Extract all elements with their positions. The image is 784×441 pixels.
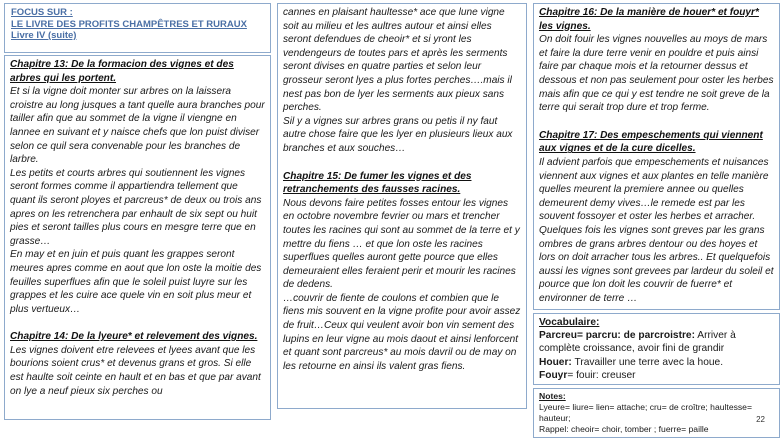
chapter-16-paragraph-1: On doit fouir les vignes nouvelles au moys de mars et faire la dure terre venir en pouldre et puis ainsi faire par chaque mois et la retourner dessus et dessous et non pas seulement pour oster les herbes mais afin que ce qui y est tendre ne soit greve de la terre qui serait trop dure et trop ferme.	[539, 34, 774, 114]
vocab-def-3: = fouir: creuser	[567, 369, 636, 381]
vocab-entry-1	[539, 329, 774, 355]
column-2-paragraph-1: cannes en plaisant haultesse* ace que lune vigne soit au milieu et les aultres autour et ainsi elles seront defendues de cheoir* et si yront les vendengeurs de toutes pars et après les serments seront divises en quatre parties et selon leur grosseur seront lyes a plus fortes perches….mais il nest pas bon de lyer les serments aux pieux sans perches.	[283, 7, 512, 114]
chapter-13-title: Chapitre 13: De la formacion des vignes et des arbres qui les portent.	[10, 59, 234, 84]
chapter-13-paragraph-1: Et si la vigne doit monter sur arbres on la laissera croistre au long jusques a tant quelle aura branches pour tailler afin que au sommet de la vigne il viengne en lannee en suivant et y naisce chefs que lon puist diviser selon ce quil sera convenable pour les branches de larbre.	[10, 86, 265, 166]
focus-line-2: LE LIVRE DES PROFITS CHAMPÊTRES ET RURAUX	[11, 18, 247, 30]
focus-line-1: FOCUS SUR :	[11, 7, 73, 18]
chapter-15-paragraph-1: Nous devons faire petites fosses entour les vignes en octobre novembre fevrier ou mars et trencher toutes les racines qui sont au sommet de la terre et y mettre du fiens … et que lon oste les racines superflues quelles auront gette pource que elles demeuraient elles feraient perir et mourir les racines de dedens.	[283, 197, 520, 291]
chapter-14-paragraph-1: Les vignes doivent etre relevees et lyees avant que les bourions soient crus* et devenus grans et gros. Si elle est haulte soit ceinte en hault et en bas et que par avant on lye a neuf pieux six perches ou	[10, 344, 261, 397]
vocab-term-3: Fouyr	[539, 369, 568, 381]
focus-title	[5, 4, 270, 45]
vocab-entry-2	[539, 356, 774, 369]
notes-title: Notes:	[539, 391, 566, 401]
chapter-16-title: Chapitre 16: De la manière de houer* et fouyr* les vignes.	[539, 7, 759, 32]
vocab-def-2: Travailler une terre avec la houe.	[571, 356, 724, 368]
column-2	[277, 3, 527, 409]
chapter-14-title: Chapitre 14: De la lyeure* et relevement des vignes.	[10, 331, 258, 343]
vocabulary-title: Vocabulaire:	[539, 317, 600, 328]
column-1	[4, 55, 271, 420]
vocab-def-1: Arriver à complète croissance, avoir fini de grandir	[539, 330, 736, 355]
chapter-13-paragraph-3: En may et en juin et puis quant les grappes seront meures apres comme en aout que lon oste la moitie des feuilles superflues afin que le soleil puist luyre sur les grappes et les cuire ace quele vin en soit plus meur et plus vertueux…	[10, 249, 262, 315]
column-2-paragraph-2: Sil y a vignes sur arbres grans ou petis il ny faut autre chose faire que les lyer en plusieurs lieux aux branches et aux souches…	[283, 115, 513, 154]
page-number: 22	[756, 415, 765, 424]
focus-header	[4, 3, 271, 53]
chapter-17-title: Chapitre 17: Des empeschements qui viennent aux vignes et de la cure dicelles.	[539, 129, 763, 155]
notes-line-2: Rappel: cheoir= choir, tomber ; fuerre= paille	[539, 424, 709, 434]
vocab-entry-3	[539, 369, 774, 382]
chapter-15-title: Chapitre 15: De fumer les vignes et des retranchements des fausses racines.	[283, 170, 472, 196]
vocab-term-2: Houer:	[539, 356, 572, 368]
vocab-term-1: Parcreu= parcru: de parcroistre:	[539, 330, 695, 342]
focus-line-3: Livre IV (suite)	[11, 30, 77, 41]
column-3	[533, 3, 780, 310]
chapter-15-paragraph-2: …couvrir de fiente de coulons et combien que le fiens mis souvent en la vigne profite pour avoir assez de fruit…Ceux qui veulent avoir bon vin sement des lupins en leur vigne au mois daout et ainsi lenforcent et quant sont parcreus* au mois davril ou de may on les retourne en ainsi ils valent gras fiens.	[283, 292, 521, 372]
chapter-17-paragraph-1: Il advient parfois que empeschements et nuisances viennent aux vignes et aux plantes en telle manière quelles meurent la premiere annee ou quelles demeurent demy vives…le remede est par les souvent fossoyer et oster les herbes et arracher. Quelques fois les vignes sont greves par les grans ombres de grans arbres dentour ou des hoyes et lors on doit arracher tous les arbres.. Et quelquefois aussi les vignes sont grevees par lardeur du soleil et pource que lon doit les couvrir de fuerre* et environner de terre …	[539, 156, 774, 304]
chapter-13-paragraph-2: Les petits et courts arbres qui soutiennent les vignes seront formes comme il appartiendra tellement que quant ils seront ployes et parcreus* de deux ou trois ans apres on les retrenchera par enhault de six sept ou huit pies et seront tailles plus cours en mesgre terre que en grasse…	[10, 167, 262, 247]
notes-box	[533, 388, 780, 438]
notes-line-1: Lyeure= liure= lien= attache; cru= de croître; haultesse= hauteur;	[539, 402, 752, 423]
vocabulary-box	[533, 313, 780, 385]
